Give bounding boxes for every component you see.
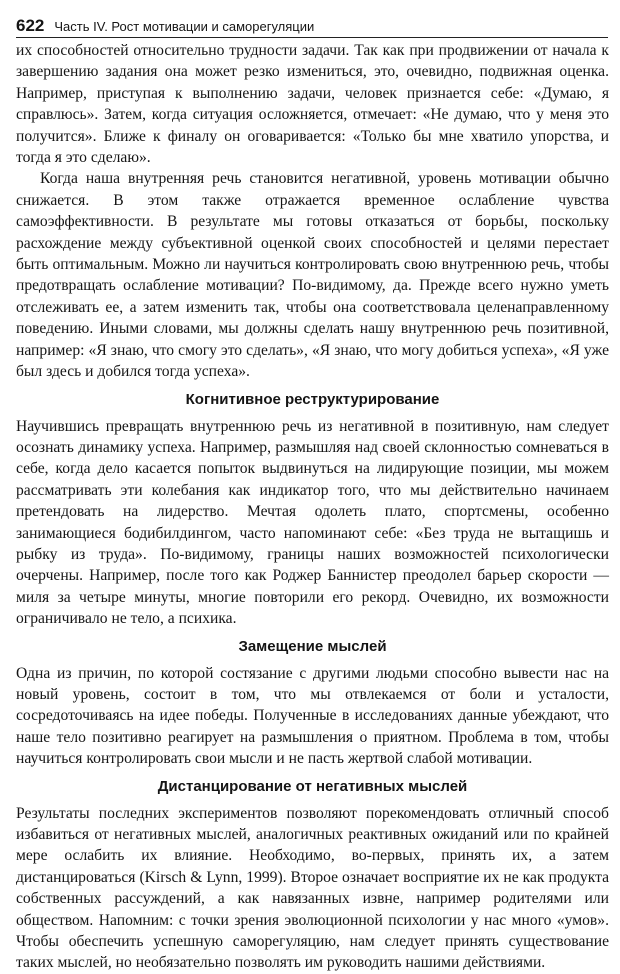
paragraph-continued: их способностей относительно трудности задачи. Так как при продвижении от начала к завершению задания она может резко измениться, это, очевидно, подвижная оценка. Например, приступая к выполнению задачи, человек признается себе: «Думаю, я справлюсь». Затем, когда ситуация осложняется, отмечает: «Не думаю, что у меня это получится». Ближе к финалу он оговаривается: «Только бы мне хватило упорства, и тогда я это сделаю». <box>16 42 609 167</box>
section-heading-distancing: Дистанцирование от негативных мыслей <box>157 777 468 795</box>
paragraph-substitution: Одна из причин, по которой состязание с другими людьми способно вывести нас на новый уровень, состоит в том, что мы отвлекаемся от боли и усталости, сосредоточиваясь на идее победы. Полученные в исследованиях данные убеждают, что наше тело позитивно реагирует на размышления о приятном. Проблема в том, чтобы научиться контролировать свои мысли и не пасть жертвой слабой мотивации. <box>16 664 609 768</box>
body-text <box>16 40 609 974</box>
section-heading-cognitive-restructuring: Когнитивное реструктурирование <box>185 390 440 408</box>
page-number: 622 <box>16 16 45 35</box>
paragraph-restructuring: Научившись превращать внутреннюю речь из негативной в позитивную, нам следует осознать динамику успеха. Например, размышляя над своей склонностью сомневаться в себе, когда дело касается попыток выдвинуться на лидирующие позиции, мы можем рассматривать эти колебания как индикатор того, что мы действительно начинаем претендовать на лидерство. Мечтая одолеть плато, спортсмены, особенно занимающиеся бодибилдингом, часто напоминают себе: «Без труда не вытащишь и рыбку из труда». По-видимому, границы наших возможностей психологически очерчены. Например, после того как Роджер Баннистер преодолел барьер скорости — миля за четыре минуты, многие повторили его рекорд. Очевидно, их возможности ограничивало не тело, а психика. <box>16 417 609 628</box>
running-header <box>16 6 608 38</box>
section-heading-thought-substitution: Замещение мыслей <box>238 637 387 655</box>
paragraph-distancing: Результаты последних экспериментов позволяют порекомендовать отличный способ избавиться от негативных мыслей, аналогичных реактивных ожиданий или по крайней мере ослабить их влияние. Необходимо, во-первых, принять их, а затем дистанцироваться (Kirsch & Lynn, 1999). Второе означает восприятие их не как продукта собственных рассуждений, а как навязанных извне, например родителями или обществом. Напомним: с точки зрения эволюционной психологии у нас много «умов». Чтобы обеспечить успешную саморегуляцию, нам следует принять существование таких мыслей, но необязательно позволять им руководить нашими действиями. <box>16 804 609 972</box>
chapter-title: Часть IV. Рост мотивации и саморегуляции <box>54 19 315 34</box>
paragraph-inner-speech: Когда наша внутренняя речь становится негативной, уровень мотивации обычно снижается. В этом также отражается временное ослабление чувства самоэффективности. В результате мы готовы отказаться от борьбы, поскольку расхождение между субъективной оценкой своих способностей и целями перестает быть оптимальным. Можно ли научиться контролировать свою внутреннюю речь, чтобы предотвращать ослабление мотивации? По-видимому, да. Прежде всего нужно уметь отслеживать ее, а затем изменить так, чтобы она соответствовала целенаправленному поведению. Иными словами, мы должны сделать нашу внутреннюю речь позитивной, например: «Я знаю, что смогу это сделать», «Я знаю, что могу добиться успеха», «Я уже был здесь и добился тогда успеха». <box>16 170 609 381</box>
